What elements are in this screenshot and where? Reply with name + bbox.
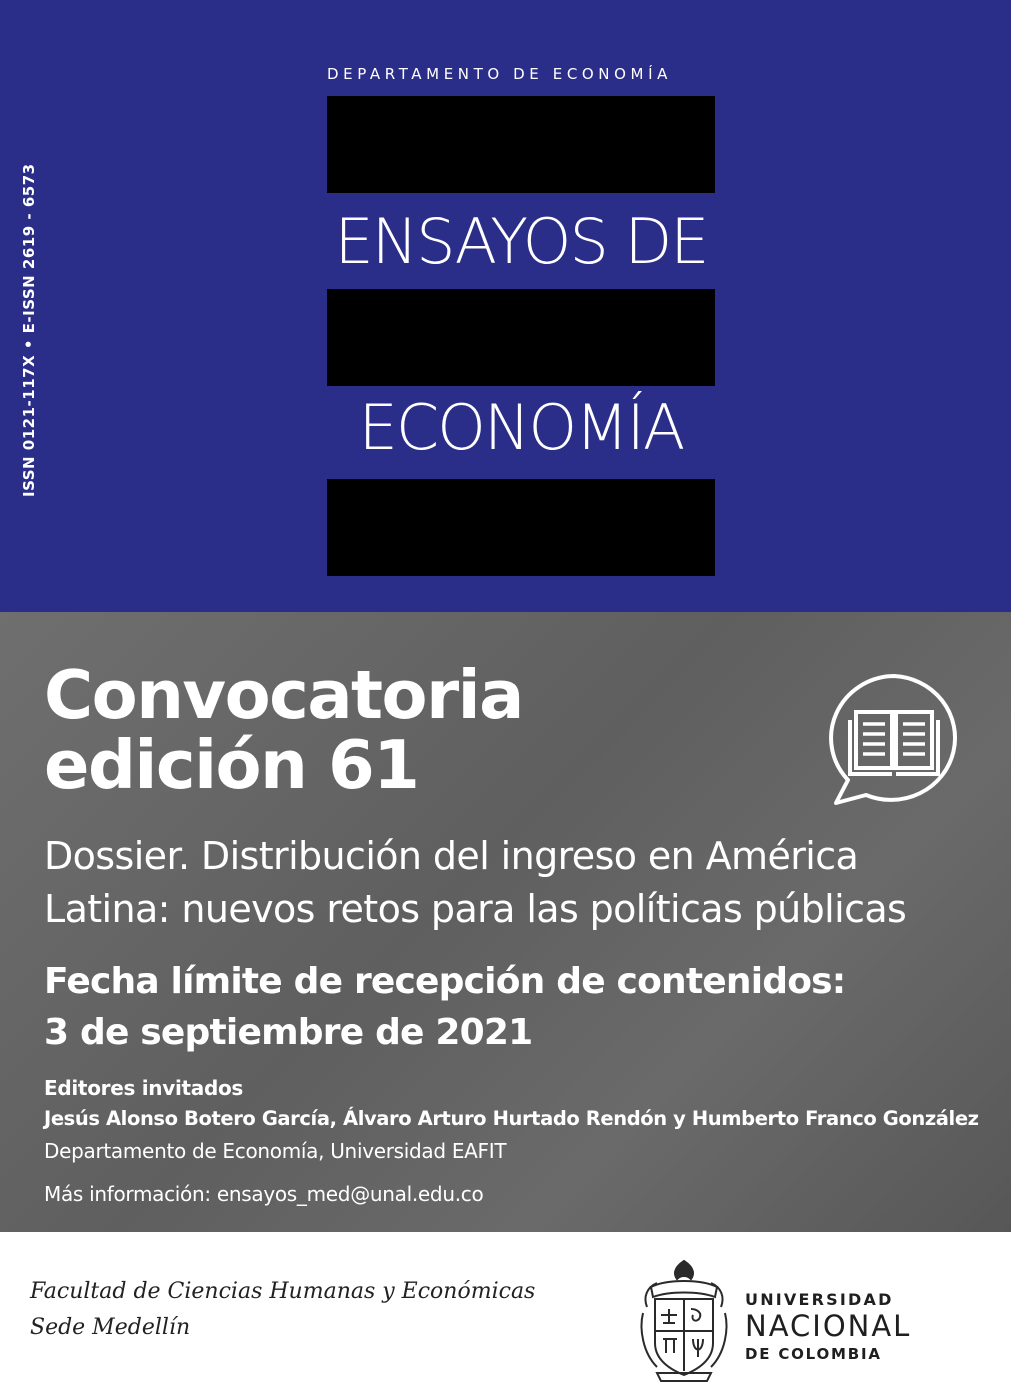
university-name-line2: NACIONAL: [745, 1309, 912, 1343]
department-label: DEPARTAMENTO DE ECONOMÍA: [327, 65, 672, 83]
editors-department: Departamento de Economía, Universidad EAFIT: [44, 1139, 507, 1163]
journal-title-line2: ECONOMÍA: [358, 391, 684, 464]
campus-name: Sede Medellín: [30, 1315, 191, 1340]
faculty-name: Facultad de Ciencias Humanas y Económicas: [30, 1279, 536, 1304]
deadline-date: 3 de septiembre de 2021: [44, 1012, 533, 1053]
call-title-line2: edición 61: [44, 726, 419, 804]
call-title-line1: Convocatoria: [44, 656, 523, 734]
redaction-bar: [327, 479, 715, 576]
contact-email[interactable]: Más información: ensayos_med@unal.edu.co: [44, 1182, 484, 1206]
deadline-label: Fecha límite de recepción de contenidos:: [44, 961, 846, 1002]
university-name-line1: UNIVERSIDAD: [745, 1290, 894, 1309]
editors-label: Editores invitados: [44, 1076, 244, 1100]
university-name-line3: DE COLOMBIA: [745, 1345, 882, 1363]
journal-title-line1: ENSAYOS DE: [334, 205, 708, 278]
dossier-line2: Latina: nuevos retos para las políticas públicas: [44, 887, 907, 931]
university-crest-icon: [637, 1257, 731, 1383]
issn-label: ISSN 0121-117X • E-ISSN 2619 - 6573: [20, 163, 38, 497]
deadline: [44, 956, 984, 1058]
dossier-line1: Dossier. Distribución del ingreso en América: [44, 834, 859, 878]
call-title: [44, 656, 523, 804]
open-book-speech-bubble-icon: [826, 672, 962, 806]
editors-names: Jesús Alonso Botero García, Álvaro Arturo Hurtado Rendón y Humberto Franco González: [44, 1107, 979, 1130]
redaction-bar: [327, 289, 715, 386]
redaction-bar: [327, 96, 715, 193]
dossier-topic: [44, 830, 984, 936]
